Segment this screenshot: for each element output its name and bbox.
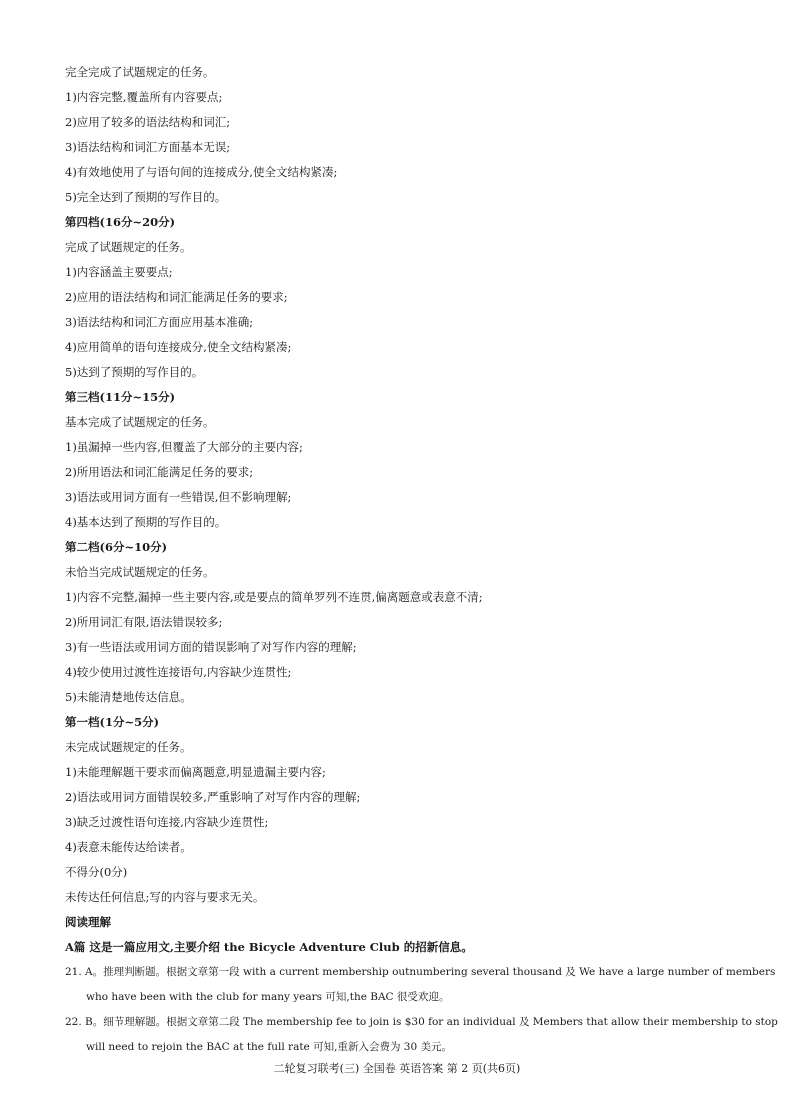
text-line: 3)语法结构和词汇方面应用基本准确; [65, 315, 254, 329]
text-line: 不得分(0分) [65, 865, 128, 879]
text-line: 未恰当完成试题规定的任务。 [65, 565, 215, 579]
text-line: 基本完成了试题规定的任务。 [65, 415, 215, 429]
text-line: 4)基本达到了预期的写作目的。 [65, 515, 227, 529]
answer-line: 21. A。推理判断题。根据文章第一段 with a current membership outnumbering several thousand 及 We have a large number of members [65, 966, 776, 978]
text-line: 5)达到了预期的写作目的。 [65, 365, 204, 379]
text-line: 2)应用了较多的语法结构和词汇; [65, 115, 231, 129]
answer-continuation: who have been with the club for many years 可知,the BAC 很受欢迎。 [86, 991, 450, 1003]
text-line: 1)未能理解题干要求而偏离题意,明显遗漏主要内容; [65, 765, 326, 779]
text-line: 5)完全达到了预期的写作目的。 [65, 190, 227, 204]
text-line: 1)虽漏掉一些内容,但覆盖了大部分的主要内容; [65, 440, 303, 454]
passage-heading: A篇 这是一篇应用文,主要介绍 the Bicycle Adventure Club 的招新信息。 [65, 940, 473, 954]
text-line: 完成了试题规定的任务。 [65, 240, 192, 254]
text-line: 未传达任何信息;写的内容与要求无关。 [65, 890, 265, 904]
text-line: 3)语法或用词方面有一些错误,但不影响理解; [65, 490, 292, 504]
text-line: 未完成试题规定的任务。 [65, 740, 192, 754]
text-line: 1)内容涵盖主要要点; [65, 265, 173, 279]
text-line: 2)所用语法和词汇能满足任务的要求; [65, 465, 254, 479]
text-line: 3)语法结构和词汇方面基本无误; [65, 140, 231, 154]
text-line: 4)有效地使用了与语句间的连接成分,使全文结构紧凑; [65, 165, 338, 179]
text-line: 完全完成了试题规定的任务。 [65, 65, 215, 79]
section-heading: 阅读理解 [65, 915, 111, 929]
text-line: 3)缺乏过渡性语句连接,内容缺少连贯性; [65, 815, 269, 829]
text-line: 4)应用简单的语句连接成分,使全文结构紧凑; [65, 340, 292, 354]
section-heading: 第一档(1分~5分) [65, 715, 160, 729]
answer-continuation: will need to rejoin the BAC at the full rate 可知,重新入会费为 30 美元。 [86, 1041, 452, 1053]
page-footer: 二轮复习联考(三) 全国卷 英语答案 第 2 页(共6页) [273, 1062, 521, 1075]
text-line: 2)应用的语法结构和词汇能满足任务的要求; [65, 290, 288, 304]
text-line: 1)内容不完整,漏掉一些主要内容,或是要点的简单罗列不连贯,偏离题意或表意不清; [65, 590, 483, 604]
text-line: 3)有一些语法或用词方面的错误影响了对写作内容的理解; [65, 640, 357, 654]
section-heading: 第四档(16分~20分) [65, 215, 176, 229]
text-line: 1)内容完整,覆盖所有内容要点; [65, 90, 223, 104]
section-heading: 第三档(11分~15分) [65, 390, 176, 404]
section-heading: 第二档(6分~10分) [65, 540, 168, 554]
text-line: 4)较少使用过渡性连接语句,内容缺少连贯性; [65, 665, 292, 679]
text-line: 4)表意未能传达给读者。 [65, 840, 192, 854]
answer-line: 22. B。细节理解题。根据文章第二段 The membership fee to join is $30 for an individual 及 Members that allow their membership to stop [65, 1016, 778, 1028]
text-line: 5)未能清楚地传达信息。 [65, 690, 192, 704]
text-line: 2)所用词汇有限,语法错误较多; [65, 615, 223, 629]
text-line: 2)语法或用词方面错误较多,严重影响了对写作内容的理解; [65, 790, 361, 804]
